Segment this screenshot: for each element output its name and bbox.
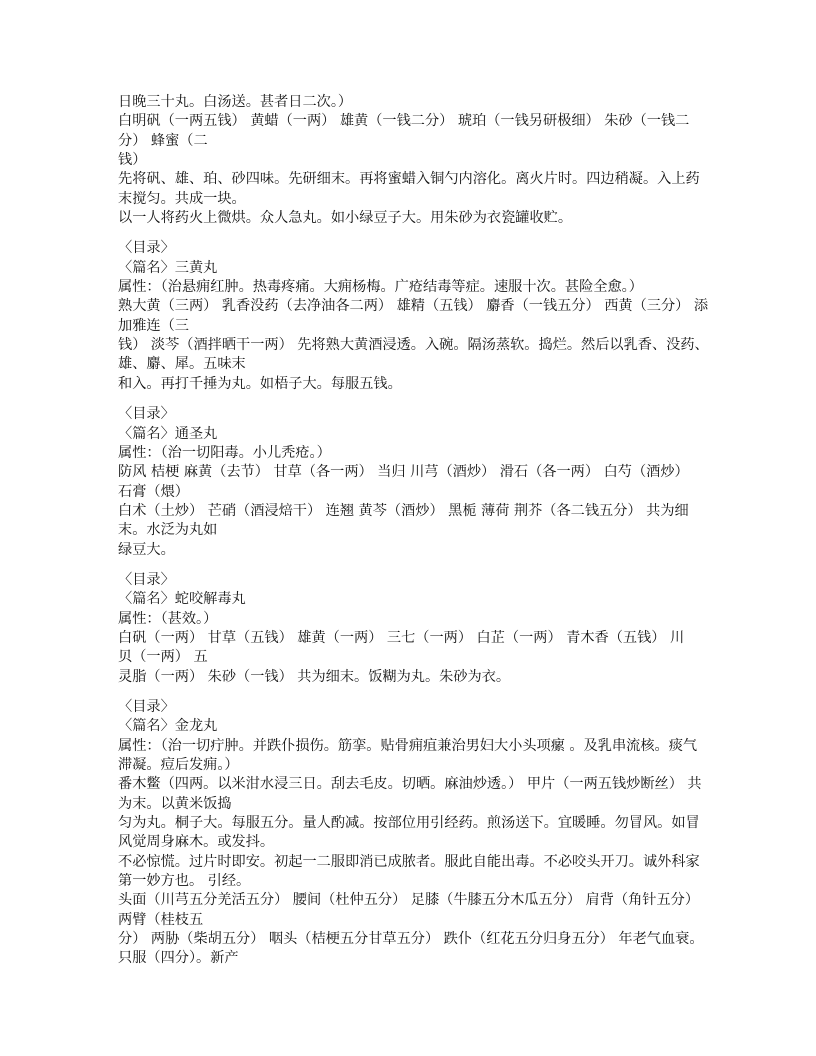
text-line: 贝（一两） 五 [118, 649, 208, 666]
text-line: 属性：（治一切疔肿。并跌仆损伤。筋挛。贴骨痈疽兼治男妇大小头项瘰 。及乳串流核。痰气 [118, 737, 698, 754]
text-line: 加雅连（三 [118, 317, 189, 334]
text-line: 先将矾、雄、珀、砂四味。先研细末。再将蜜蜡入铜勺内溶化。离火片时。四边稍凝。入上药 [118, 171, 700, 188]
text-line: 白明矾（一两五钱） 黄蜡（一两） 雄黄（一钱二分） 琥珀（一钱另研极细） 朱砂（一钱二 [118, 113, 690, 130]
text-line: 末搅匀。共成一块。 [118, 190, 246, 207]
text-line: 头面（川芎五分羌活五分） 腰间（杜仲五分） 足膝（牛膝五分木瓜五分） 肩背（角针五分） [118, 892, 700, 909]
text-line: 属性：（治悬痈红肿。热毒疼痛。大痈杨梅。广疮结毒等症。速服十次。甚险全愈。） [118, 279, 643, 296]
text-line: 〈篇名〉金龙丸 [118, 718, 218, 735]
text-line: 只服（四分）。新产 [118, 950, 239, 967]
text-line: 〈篇名〉通圣丸 [118, 425, 218, 442]
text-line: 两臂（桂枝五 [118, 911, 204, 928]
text-line: 〈目录〉 [118, 406, 175, 423]
text-line: 匀为丸。桐子大。每服五分。量人酌减。按部位用引经药。煎汤送下。宜暖睡。勿冒风。如冒 [118, 815, 700, 832]
text-line: 〈篇名〉三黄丸 [118, 259, 218, 276]
text-line: 雄、麝、犀。五味末 [118, 356, 246, 373]
text-line: 熟大黄（三两） 乳香没药（去净油各二两） 雄精（五钱） 麝香（一钱五分） 西黄（三分） 添 [118, 298, 709, 315]
text-line: 第一妙方也。 引经。 [118, 873, 251, 890]
text-line: 以一人将药火上微烘。众人急丸。如小绿豆子大。用朱砂为衣瓷罐收贮。 [118, 210, 573, 227]
text-section [118, 405, 718, 560]
text-line: 属性：（治一切阳毒。小儿秃疮。） [118, 444, 331, 461]
text-section [118, 698, 718, 969]
text-line: 绿豆大。 [118, 541, 175, 558]
text-line: 防风 桔梗 麻黄（去节） 甘草（各一两） 当归 川芎（酒炒） 滑石（各一两） 白芍（酒炒） [118, 464, 689, 481]
text-section [118, 239, 718, 394]
text-line: 为末。以黄米饭捣 [118, 795, 232, 812]
text-line: 钱） [118, 152, 147, 169]
text-line: 〈目录〉 [118, 698, 175, 715]
text-line: 和入。再打千捶为丸。如梧子大。每服五钱。 [118, 375, 402, 392]
text-line: 白矾（一两） 甘草（五钱） 雄黄（一两） 三七（一两） 白芷（一两） 青木香（五钱） 川 [118, 629, 685, 646]
text-line: 分） 蜂蜜（二 [118, 132, 208, 149]
text-line: 属性：（甚效。） [118, 610, 218, 627]
text-section [118, 93, 718, 228]
text-line: 〈篇名〉蛇咬解毒丸 [118, 591, 246, 608]
text-line: 分） 两胁（柴胡五分） 咽头（桔梗五分甘草五分） 跌仆（红花五分归身五分） 年老气血衰。 [118, 931, 704, 948]
text-line: 钱） 淡芩（酒拌晒干一两） 先将熟大黄酒浸透。入碗。隔汤蒸软。捣烂。然后以乳香、没药、 [118, 337, 709, 354]
text-line: 〈目录〉 [118, 571, 175, 588]
text-line: 末。水泛为丸如 [118, 522, 218, 539]
text-line: 〈目录〉 [118, 240, 175, 257]
document-page [118, 93, 718, 980]
text-line: 白术（土炒） 芒硝（酒浸焙干） 连翘 黄芩（酒炒） 黑栀 薄荷 荆芥（各二钱五分） 共为细 [118, 502, 689, 519]
text-line: 滞凝。痘后发痈。） [118, 757, 239, 773]
text-line: 灵脂（一两） 朱砂（一钱） 共为细末。饭糊为丸。朱砂为衣。 [118, 668, 511, 685]
text-line: 不必惊慌。过片时即安。初起一二服即消已成脓者。服此自能出毒。不必咬头开刀。诚外科家 [118, 853, 700, 870]
text-line: 石膏（煨） [118, 483, 189, 500]
text-line: 风觉周身麻木。或发抖。 [118, 834, 275, 851]
text-line: 日晚三十丸。白汤送。甚者日二次。） [118, 94, 353, 110]
text-line: 番木鳖（四两。以米泔水浸三日。刮去毛皮。切晒。麻油炒透。） 甲片（一两五钱炒断丝） 共 [118, 776, 702, 793]
text-section [118, 571, 718, 687]
